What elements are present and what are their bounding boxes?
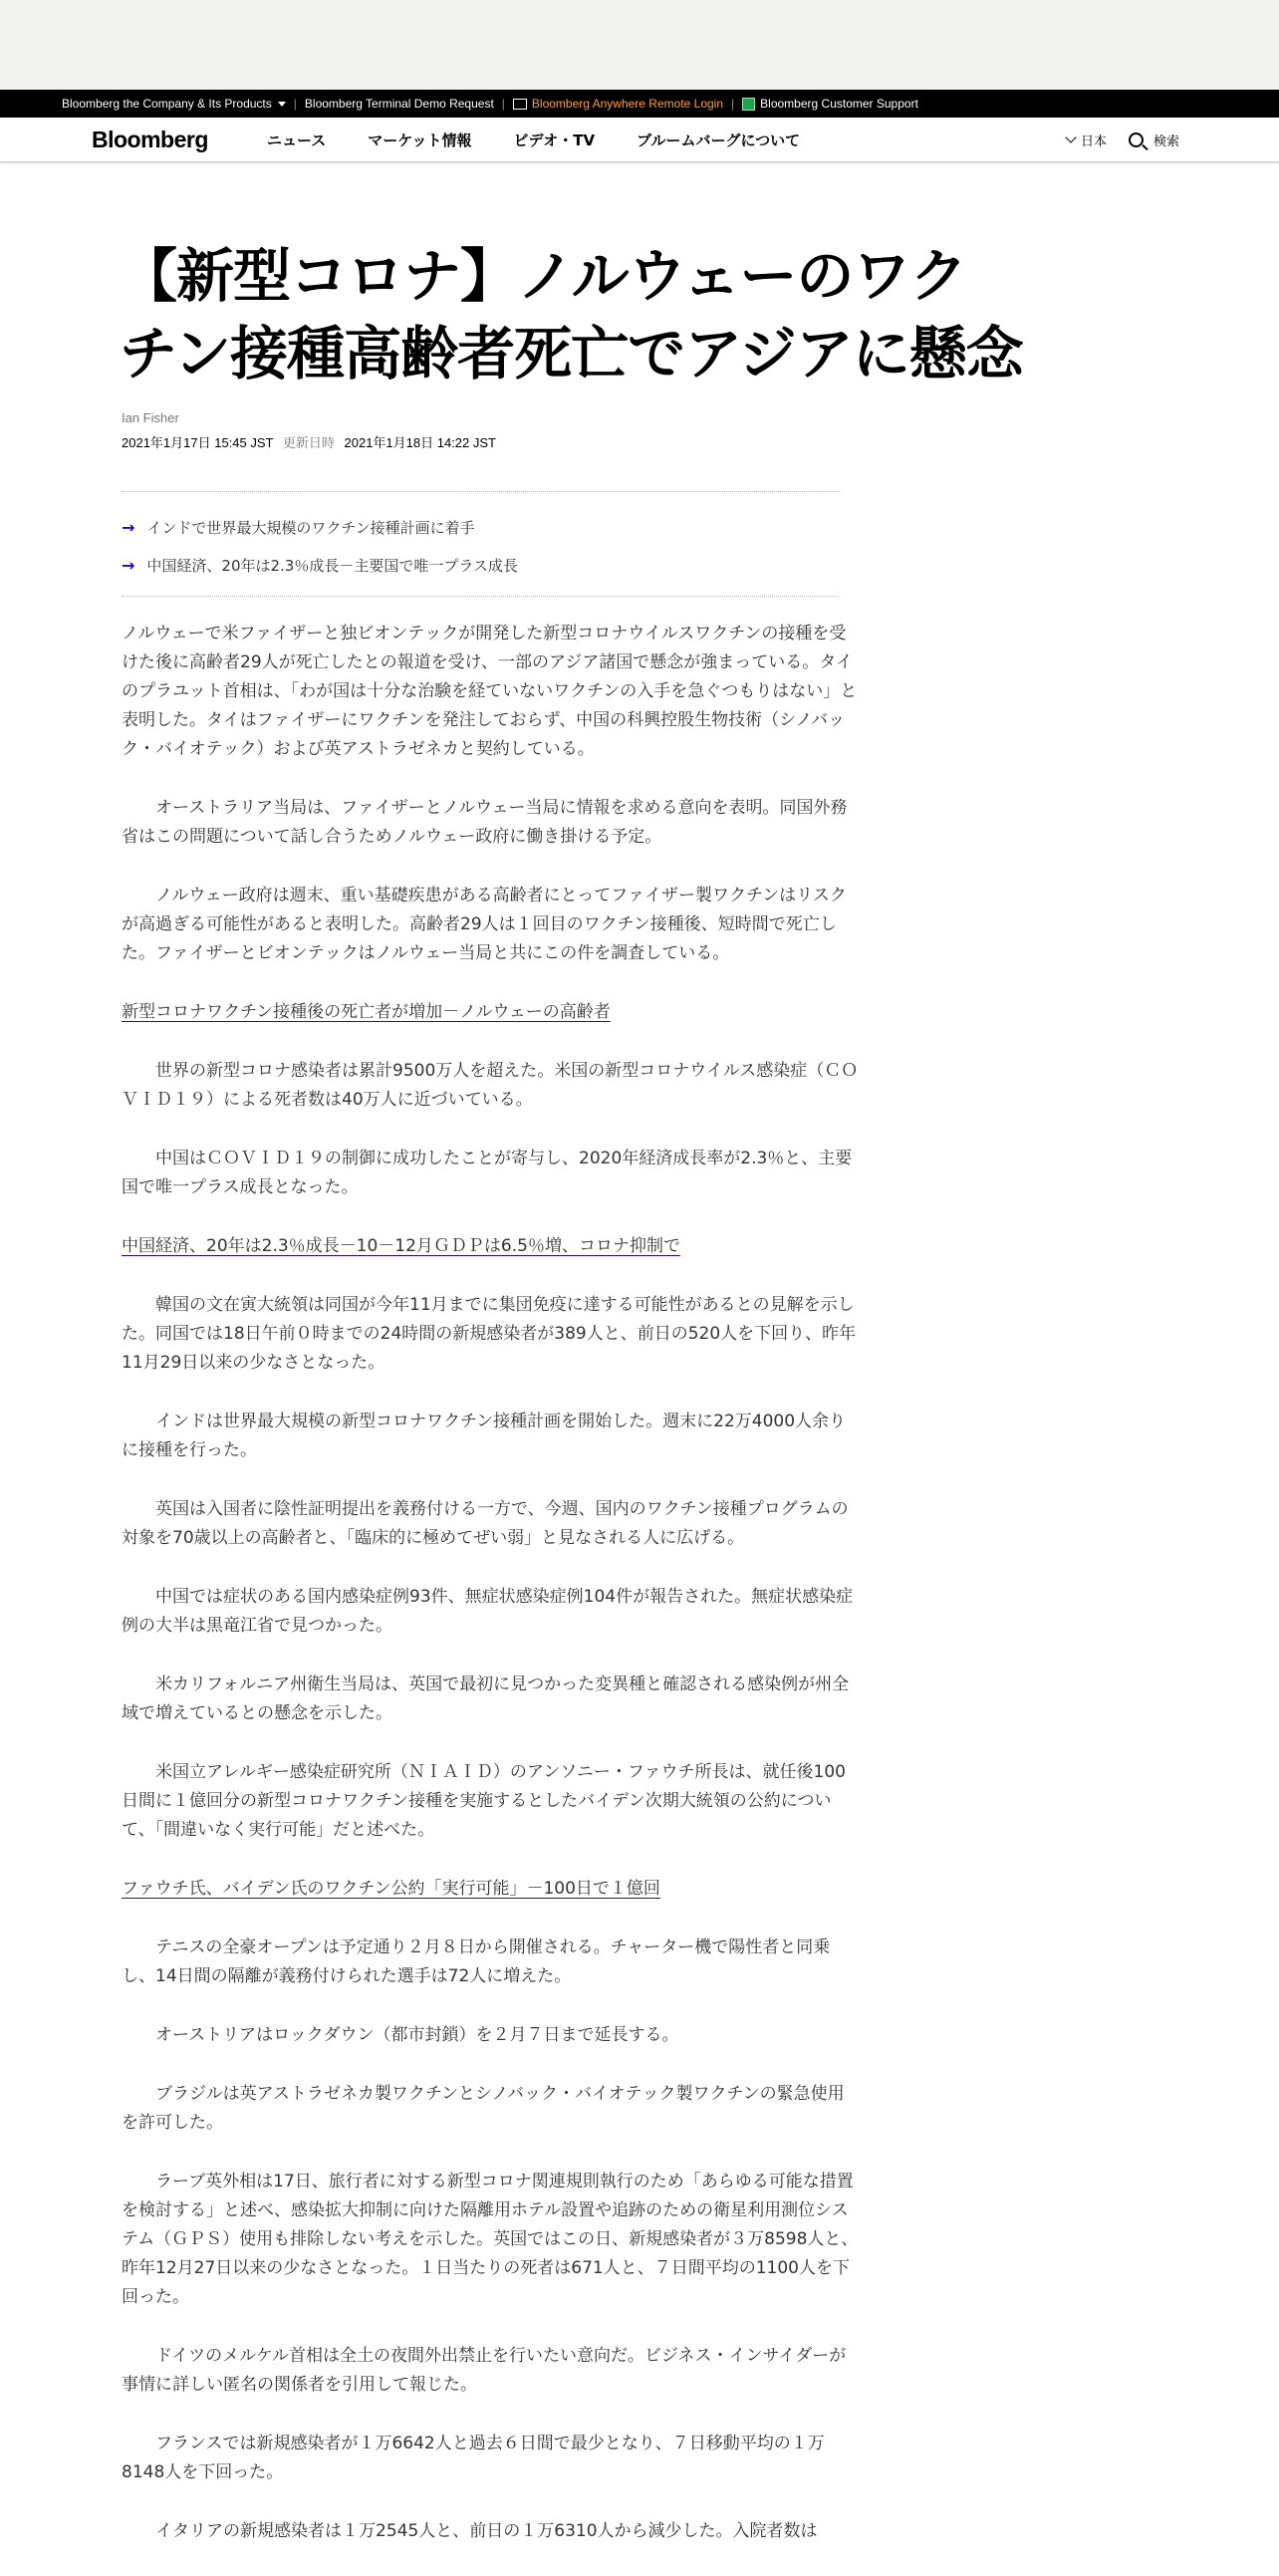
paragraph: イタリアの新規感染者は１万2545人と、前日の１万6310人から減少した。入院者数は <box>155 2521 818 2541</box>
terminal-demo-link[interactable] <box>305 90 494 118</box>
paragraph: 韓国の文在寅大統領は同国が今年11月までに集団免疫に達する可能性があるとの見解を示した。同国では18日午前０時までの24時間の新規感染者が389人と、前日の520人を下回り、昨年11月29日以来の少なさとなった。 <box>122 1295 857 1373</box>
published-time: 2021年1月17日 15:45 JST <box>122 435 274 450</box>
nav-link-video-tv[interactable]: ビデオ・TV <box>513 130 596 149</box>
arrow-right-icon: → <box>122 517 135 537</box>
paragraph: フランスでは新規感染者が１万6642人と過去６日間で最少となり、７日移動平均の１万8148人を下回った。 <box>122 2434 825 2482</box>
customer-support-label: Bloomberg Customer Support <box>760 97 918 111</box>
nav-link-markets[interactable]: マーケット情報 <box>368 130 472 149</box>
divider: | <box>731 97 735 111</box>
nav-link-news[interactable]: ニュース <box>267 130 327 149</box>
updated-label: 更新日時 <box>282 435 335 450</box>
paragraph: ノルウェーで米ファイザーと独ビオンテックが開発した新型コロナウイルスワクチンの接種を受けた後に高齢者29人が死亡したとの報道を受け、一部のアジア諸国で懸念が強まっている。タイのプラユット首相は、「わが国は十分な治験を経ていないワクチンの入手を急ぐつもりはない」と表明した。タイはファイザーにワクチンを発注しておらず、中国の科興控股生物技術（シノバック・バイオテック）および英アストラゼネカと契約している。 <box>122 624 858 759</box>
nav-utilities <box>1067 118 1179 161</box>
caret-down-icon <box>278 102 286 107</box>
related-link-label: 中国経済、20年は2.3％成長－主要国で唯一プラス成長 <box>146 556 518 575</box>
paragraph: 世界の新型コロナ感染者は累計9500万人を超えた。米国の新型コロナウイルス感染症（ＣＯＶＩＤ１９）による死者数は40万人に近づいている。 <box>122 1061 859 1110</box>
article-dates <box>122 432 496 451</box>
anywhere-login-label: Bloomberg Anywhere Remote Login <box>531 97 724 111</box>
inline-story-link[interactable]: ファウチ氏、バイデン氏のワクチン公約「実行可能」－100日で１億回 <box>122 1879 660 1899</box>
related-link-label: インドで世界最大規模のワクチン接種計画に着手 <box>146 518 475 537</box>
paragraph: 中国はＣＯＶＩＤ１９の制御に成功したことが寄与し、2020年経済成長率が2.3％と、主要国で唯一プラス成長となった。 <box>122 1149 853 1197</box>
paragraph: 米国立アレルギー感染症研究所（ＮＩＡＩＤ）のアンソニー・ファウチ所長は、就任後100日間に１億回分の新型コロナワクチン接種を実施するとしたバイデン次期大統領の公約について、「間違いなく実行可能」だと述べた。 <box>122 1762 846 1840</box>
divider: | <box>501 97 505 111</box>
paragraph: 英国は入国者に陰性証明提出を義務付ける一方で、今週、国内のワクチン接種プログラムの対象を70歳以上の高齢者と、「臨床的に極めてぜい弱」と見なされる人に広げる。 <box>122 1499 849 1548</box>
inline-story-link[interactable]: 中国経済、20年は2.3％成長－10－12月ＧＤＰは6.5％増、コロナ抑制で <box>122 1236 680 1256</box>
anywhere-login-link[interactable] <box>513 90 723 118</box>
arrow-right-icon: → <box>122 555 135 575</box>
headline-line-1: 【新型コロナ】ノルウェーのワク <box>120 242 967 310</box>
bloomberg-logo[interactable]: Bloomberg <box>92 127 208 152</box>
main-navigation <box>0 118 1279 162</box>
company-products-menu[interactable] <box>62 90 286 118</box>
company-products-label: Bloomberg the Company & Its Products <box>62 97 272 111</box>
related-link[interactable] <box>122 546 839 584</box>
search-icon[interactable] <box>1129 132 1144 147</box>
terminal-demo-label: Bloomberg Terminal Demo Request <box>304 97 494 111</box>
inline-story-link[interactable]: 新型コロナワクチン接種後の死亡者が増加－ノルウェーの高齢者 <box>122 1002 611 1022</box>
paragraph: 中国では症状のある国内感染症例93件、無症状感染症例104件が報告された。無症状感染症例の大半は黒竜江省で見つかった。 <box>122 1587 854 1636</box>
paragraph: インドは世界最大規模の新型コロナワクチン接種計画を開始した。週末に22万4000人余りに接種を行った。 <box>122 1412 847 1460</box>
headline-line-2: チン接種高齢者死亡でアジアに懸念 <box>120 320 1023 387</box>
divider: | <box>293 97 297 111</box>
article-body <box>122 620 859 2576</box>
related-stories <box>122 491 839 597</box>
paragraph: ブラジルは英アストラゼネカ製ワクチンとシノバック・バイオテック製ワクチンの緊急使用を許可した。 <box>122 2084 845 2133</box>
terminal-icon <box>513 99 527 110</box>
updated-time: 2021年1月18日 14:22 JST <box>344 435 496 450</box>
ad-banner-area <box>0 0 1279 90</box>
chevron-down-icon <box>1065 131 1076 142</box>
paragraph: オーストラリア当局は、ファイザーとノルウェー当局に情報を求める意向を表明。同国外務省はこの問題について話し合うためノルウェー政府に働き掛ける予定。 <box>122 798 848 847</box>
paragraph: 米カリフォルニア州衛生当局は、英国で最初に見つかった変異種と確認される感染例が州全域で増えているとの懸念を示した。 <box>122 1674 850 1723</box>
search-button[interactable]: 検索 <box>1152 133 1179 149</box>
paragraph: オーストリアはロックダウン（都市封鎖）を２月７日まで延長する。 <box>155 2025 679 2045</box>
related-link[interactable] <box>122 508 839 546</box>
support-icon <box>742 98 755 111</box>
paragraph: テニスの全豪オープンは予定通り２月８日から開催される。チャーター機で陽性者と同乗し、14日間の隔離が義務付けられた選手は72人に増えた。 <box>122 1937 831 1986</box>
corporate-topbar <box>0 90 1279 118</box>
paragraph: ノルウェー政府は週末、重い基礎疾患がある高齢者にとってファイザー製ワクチンはリスクが高過ぎる可能性があると表明した。高齢者29人は１回目のワクチン接種後、短時間で死亡した。ファイザーとビオンテックはノルウェー当局と共にこの件を調査している。 <box>122 886 847 963</box>
region-selector[interactable]: 日本 <box>1080 133 1107 149</box>
article-headline <box>120 237 1116 392</box>
nav-link-about[interactable]: ブルームバーグについて <box>637 130 801 149</box>
paragraph: ドイツのメルケル首相は全土の夜間外出禁止を行いたい意向だ。ビジネス・インサイダーが事情に詳しい匿名の関係者を引用して報じた。 <box>122 2346 847 2395</box>
customer-support-link[interactable] <box>742 90 918 118</box>
author-byline[interactable]: Ian Fisher <box>122 410 179 425</box>
nav-links <box>267 118 842 161</box>
paragraph: ラーブ英外相は17日、旅行者に対する新型コロナ関連規則執行のため「あらゆる可能な措置を検討する」と述べ、感染拡大抑制に向けた隔離用ホテル設置や追跡のための衛星利用測位システム（ＧＰＳ）使用も排除しない考えを示した。英国ではこの日、新規感染者が３万8598人と、昨年12月27日以来の少なさとなった。１日当たりの死者は671人と、７日間平均の1100人を下回った。 <box>122 2172 859 2307</box>
